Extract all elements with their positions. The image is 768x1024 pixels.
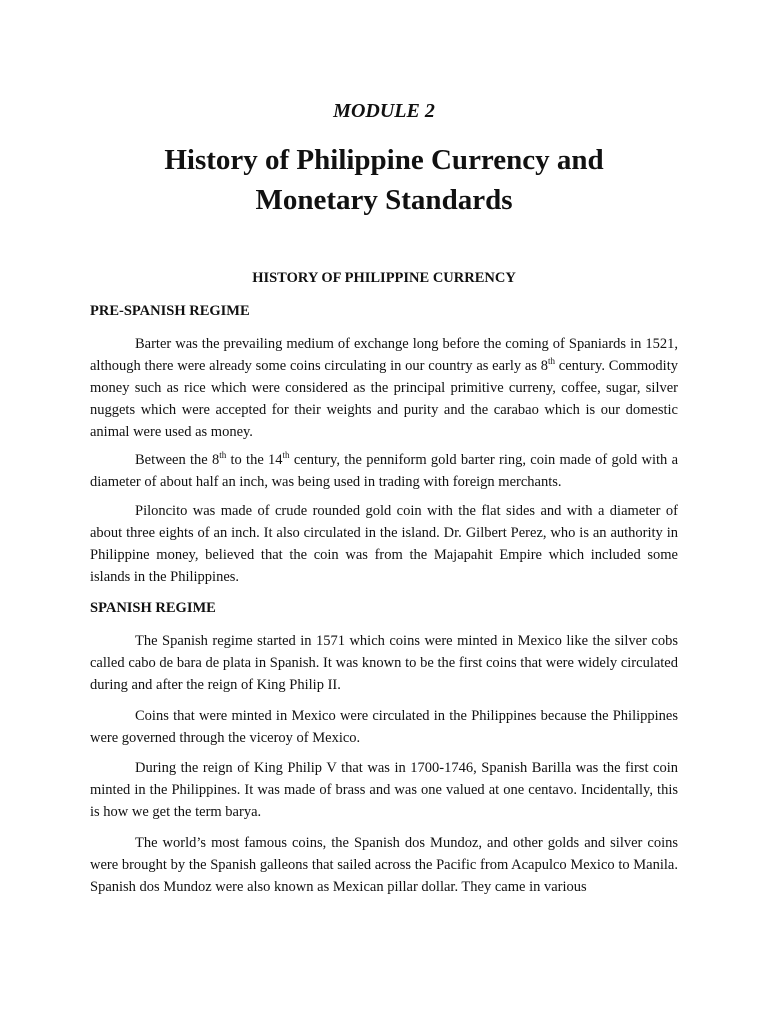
- superscript: th: [282, 450, 290, 460]
- superscript: th: [219, 450, 227, 460]
- spanish-paragraph-1: The Spanish regime started in 1571 which coins were minted in Mexico like the silver cobs called cabo de bara de plata in Spanish. It was known to be the first coins that were widely circulated during and after the reign of King Philip II.: [90, 633, 678, 693]
- pre-spanish-paragraph-3: Piloncito was made of crude rounded gold coin with the flat sides and with a diameter of about three eights of an inch. It also circulated in the island. Dr. Gilbert Perez, who is an authority in Philippine money, believed that the coin was from the Majapahit Empire which included some islands in the Philippines.: [90, 503, 678, 585]
- text-run: to the 14: [226, 452, 283, 468]
- module-label: MODULE 2: [333, 100, 435, 122]
- page-title: [90, 140, 678, 220]
- spanish-heading: SPANISH REGIME: [90, 600, 216, 616]
- superscript: th: [548, 356, 556, 366]
- spanish-paragraph-3: During the reign of King Philip V that was in 1700-1746, Spanish Barilla was the first coin minted in the Philippines. It was made of brass and was one valued at one centavo. Incidentally, this is how we get the term barya.: [90, 760, 678, 820]
- pre-spanish-paragraph-2: [90, 449, 678, 493]
- page-title-line-1: History of Philippine Currency and: [164, 144, 604, 176]
- pre-spanish-heading: PRE-SPANISH REGIME: [90, 303, 250, 319]
- text-run: Between the 8: [135, 452, 220, 468]
- spanish-paragraph-4: The world’s most famous coins, the Spanish dos Mundoz, and other golds and silver coins were brought by the Spanish galleons that sailed across the Pacific from Acapulco Mexico to Manila. Spanish dos Mundoz were also known as Mexican pillar dollar. They came in various: [90, 835, 678, 895]
- text-run: century, the penniform gold barter ring, coin made of gold with a diameter of about half an inch, was being used in trading with foreign merchants.: [90, 452, 679, 490]
- spanish-paragraph-2: Coins that were minted in Mexico were circulated in the Philippines because the Philippines were governed through the viceroy of Mexico.: [90, 708, 678, 746]
- page-title-line-2: Monetary Standards: [255, 184, 513, 216]
- text-run: century. Commodity money such as rice which were considered as the principal primitive curreny, coffee, sugar, silver nuggets which were accepted for their weights and purity and the carabao which is our domestic animal were used as money.: [90, 358, 678, 440]
- pre-spanish-paragraph-1: [90, 333, 678, 443]
- text-run: Barter was the prevailing medium of exchange long before the coming of Spaniards in 1521, although there were already some coins circulating in our country as early as 8: [90, 336, 678, 374]
- section-heading: HISTORY OF PHILIPPINE CURRENCY: [252, 270, 516, 286]
